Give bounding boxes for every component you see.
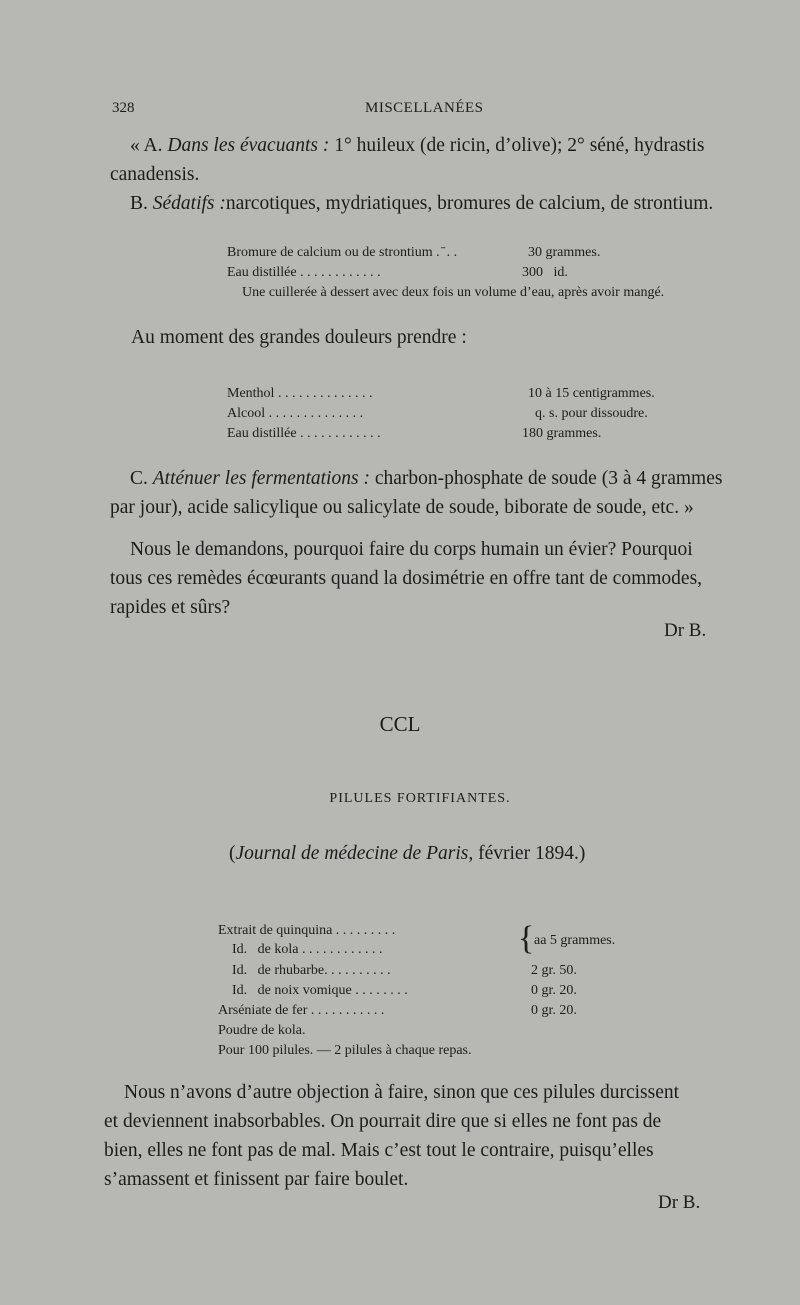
source-citation [229, 843, 585, 865]
signature: Dr B. [664, 620, 707, 641]
recipe3-item: Arséniate de fer . . . . . . . . . . . [218, 1003, 385, 1018]
comment2-line1: Nous n’avons d’autre objection à faire, sinon que ces pilules durcissent [124, 1082, 680, 1103]
recipe2-qty: 180 grammes. [522, 426, 602, 441]
recipe3-qty: 0 gr. 20. [531, 1003, 577, 1018]
item-b-marker: B. [130, 193, 148, 214]
recipe2-item: Eau distillée . . . . . . . . . . . . [227, 426, 381, 441]
comment2-line3: bien, elles ne font pas de mal. Mais c’est tout le contraire, puisqu’elles [104, 1140, 654, 1161]
brace-mark: { [518, 920, 535, 957]
comment1-line1: Nous le demandons, pourquoi faire du corps humain un évier? Pourquoi [130, 539, 693, 560]
item-a-text: 1° huileux (de ricin, d’olive); 2° séné, hydrastis [334, 135, 705, 156]
comment-paragraph-1 [110, 535, 738, 622]
section-number: CCL [379, 712, 421, 736]
comment2-line4: s’amassent et finissent par faire boulet. [104, 1169, 409, 1190]
source-journal: Journal de médecine de Paris, [235, 843, 474, 864]
recipe1-qty: 30 grammes. [528, 245, 601, 260]
recipe3-brace-qty: aa 5 grammes. [534, 933, 616, 948]
recipe3-dosage: Pour 100 pilules. — 2 pilules à chaque repas. [218, 1043, 472, 1058]
item-a-label: Dans les évacuants : [167, 135, 330, 156]
item-c-text: charbon-phosphate de soude (3 à 4 grammes [374, 468, 723, 489]
recipe1-item: Bromure de calcium ou de strontium . ̄ . . [227, 245, 458, 260]
recipe3-extra: Poudre de kola. [218, 1023, 306, 1038]
recipe3-item: Id. de noix vomique . . . . . . . . [232, 983, 408, 998]
comment1-line3: rapides et sûrs? [110, 597, 231, 618]
recipe1-item: Eau distillée . . . . . . . . . . . . [227, 265, 381, 280]
item-c-marker: C. [130, 468, 148, 489]
recipe3-item: Id. de rhubarbe. . . . . . . . . . [232, 963, 391, 978]
section-title: PILULES FORTIFIANTES. [329, 791, 511, 806]
source-date: février 1894.) [478, 843, 586, 864]
quote-item-c [110, 464, 738, 522]
instruction-text: Au moment des grandes douleurs prendre : [131, 327, 467, 348]
comment1-line2: tous ces remèdes écœurants quand la dosimétrie en offre tant de commodes, [110, 568, 703, 589]
recipe2-qty: 10 à 15 centigrammes. [528, 386, 655, 401]
source-open-paren: ( [229, 843, 236, 864]
recipe1-qty: 300 id. [522, 265, 568, 280]
comment2-line2: et deviennent inabsorbables. On pourrait dire que si elles ne font pas de [104, 1111, 662, 1132]
comment-paragraph-2 [104, 1078, 738, 1194]
item-b-label: Sédatifs : [152, 193, 226, 214]
recipe2-qty: q. s. pour dissoudre. [535, 406, 648, 421]
recipe2-item: Menthol . . . . . . . . . . . . . . [227, 386, 373, 401]
recipe1-note: Une cuillerée à dessert avec deux fois un volume d’eau, après avoir mangé. [242, 285, 665, 300]
item-a-marker: « A. [130, 135, 163, 156]
page-number: 328 [112, 100, 135, 116]
item-a-text-cont: canadensis. [110, 164, 200, 185]
recipe3-item: Extrait de quinquina . . . . . . . . . [218, 923, 396, 938]
recipe3-qty: 0 gr. 20. [531, 983, 577, 998]
quote-item-a [110, 131, 738, 189]
recipe2-item: Alcool . . . . . . . . . . . . . . [227, 406, 364, 421]
signature: Dr B. [658, 1192, 701, 1213]
item-c-label: Atténuer les fermentations : [152, 468, 370, 489]
running-title: MISCELLANÉES [365, 100, 484, 116]
recipe3-item: Id. de kola . . . . . . . . . . . . [232, 942, 383, 957]
quote-item-b [110, 189, 738, 218]
item-c-text-cont: par jour), acide salicylique ou salicylate de soude, biborate de soude, etc. » [110, 497, 694, 518]
item-b-text: narcotiques, mydriatiques, bromures de calcium, de strontium. [225, 193, 714, 214]
recipe3-qty: 2 gr. 50. [531, 963, 577, 978]
